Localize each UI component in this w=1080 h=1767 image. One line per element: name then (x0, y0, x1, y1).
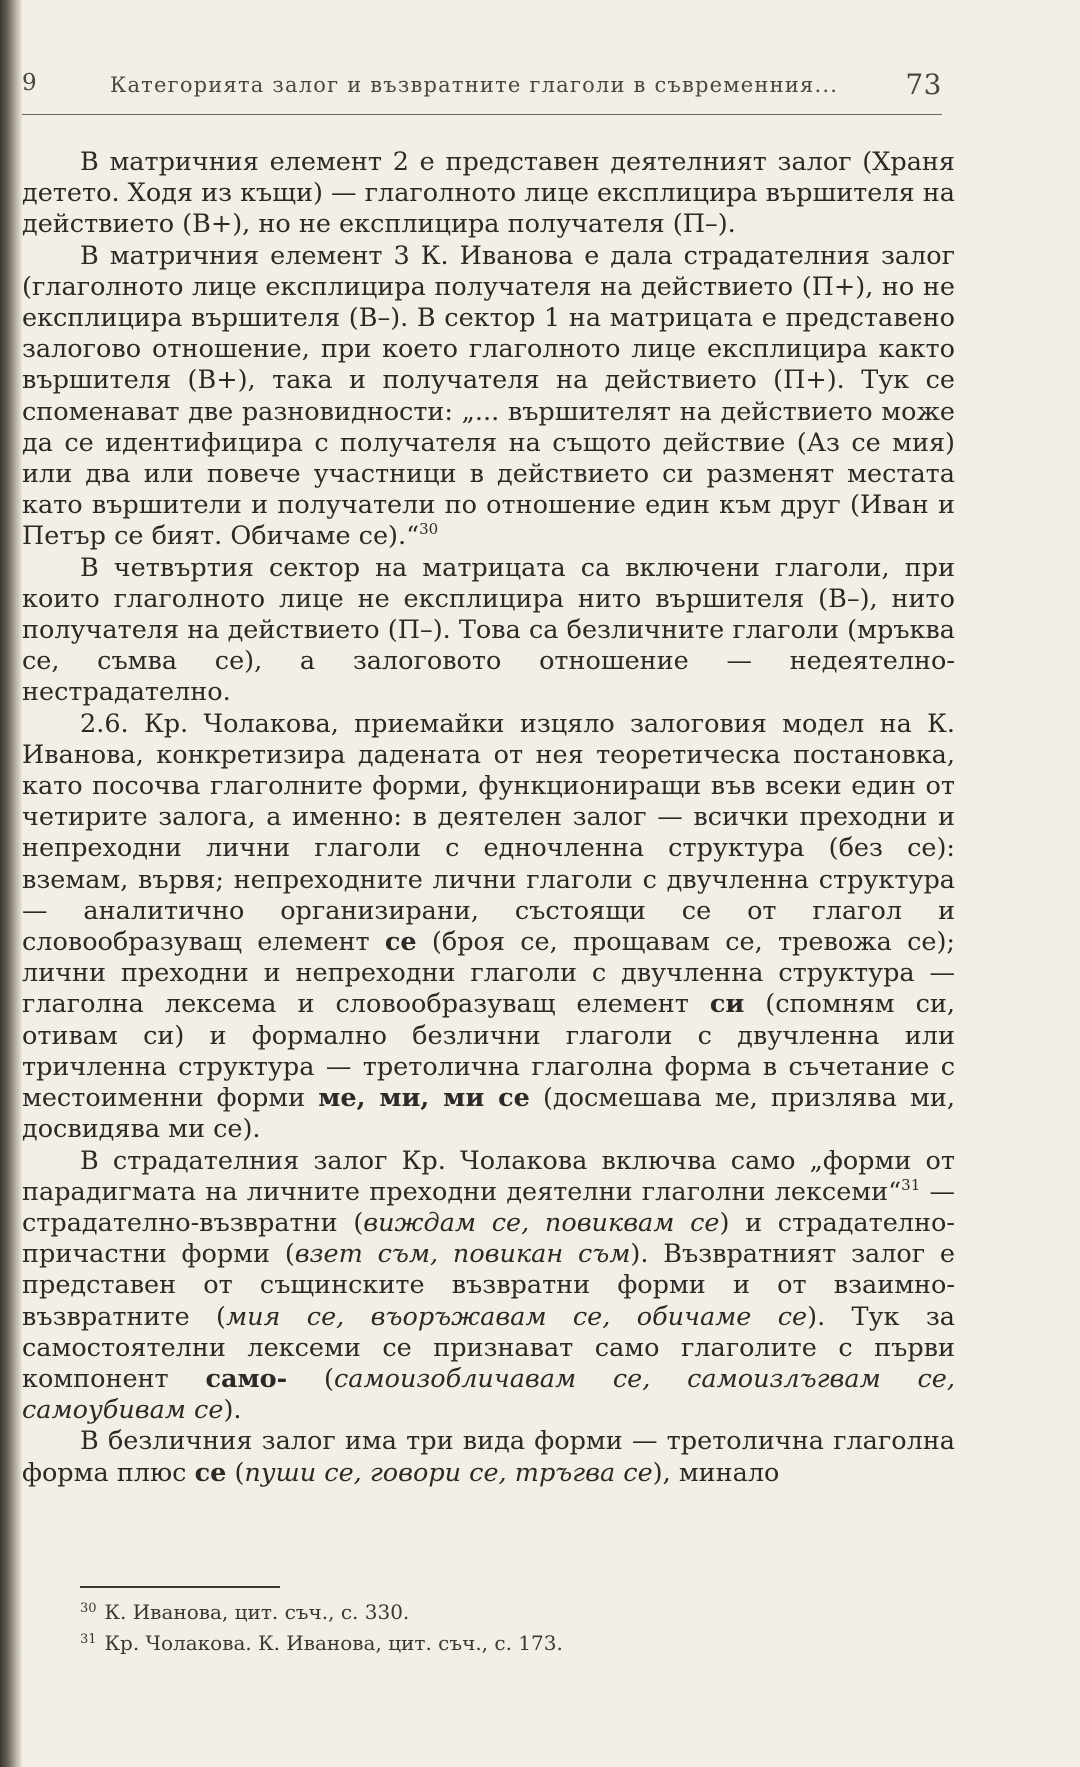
running-header (22, 70, 942, 110)
header-rule (22, 114, 942, 115)
paragraph-6: В безличния залог има три вида форми — третолична глаголна форма плюс се (пуши се, говори се, тръгва се), минало (22, 1426, 955, 1488)
footnote-ref-31: 31 (901, 1175, 921, 1194)
footnotes (80, 1595, 940, 1657)
paragraph-5: В страдателния залог Кр. Чолакова включва само „форми от парадигмата на личните преходни деятелни глаголни лексеми“$^{31}$ — страдателно-възвратни (виждам се, повиквам се) и страдателно-причастни форми (взет съм, повикан съм). Възвратният залог е представен от същинските възвратни форми и от взаимно-възвратните (мия се, въоръжавам се, обичаме се). Тук за самостоятелни лексеми се признават само глаголите с първи компонент само- (самоизобличавам се, самоизлъгвам се, самоубивам се). (22, 1145, 955, 1426)
paragraph-3: В четвъртия сектор на матрицата са включени глаголи, при които глаголното лице не експлицира нито вършителя (В–), нито получателя на действието (П–). Това са безличните глаголи (мръква се, съмва се), а залоговото отношение — недеятелно-нестрадателно. (22, 552, 955, 708)
footnote-rule (80, 1586, 280, 1588)
paragraph-4: 2.6. Кр. Чолакова, приемайки изцяло залоговия модел на К. Иванова, конкретизира дадената от нея теоретическа постановка, като посочва глаголните форми, функциониращи във всеки един от четирите залога, а именно: в деятелен залог — всички преходни и непреходни лични глаголи с едночленна структура (без се): вземам, вървя; непреходните лични глаголи с двучленна структура — аналитично организирани, състоящи се от глагол и словообразуващ елемент се (броя се, прощавам се, тревожа се); лични преходни и непреходни глаголи с двучленна структура — глаголна лексема и словообразуващ елемент си (спомням си, отивам си) и формално безлични глаголи с двучленна или тричленна структура — третолична глаголна форма в съчетание с местоименни форми ме, ми, ми се (досмешава ме, призлява ми, досвидява ми се). (22, 708, 956, 1145)
paragraph-2: В матричния елемент 3 К. Иванова е дала страдателния залог (глаголното лице експлицира получателя на действието (П+), но не експлицира вършителя (В–). В сектор 1 на матрицата е представено залогово отношение, при което глаголното лице експлицира както вършителя (В+), така и получателя на действието (П+). Тук се споменават две разновидности: „... вършителят на действието може да се идентифицира с получателя на същото действие (Аз се мия) или два или повече участници в действието си разменят местата като вършители и получатели по отношение един към друг (Иван и Петър се бият. Обичаме се).“$^{30}$ (22, 240, 955, 552)
book-spine-shadow (0, 0, 22, 1767)
running-title: Категорията залог и възвратните глаголи в съвременния... (110, 73, 839, 97)
footnote-31: $^{31}$ Кр. Чолакова. К. Иванова, цит. съч., с. 173. (80, 1631, 563, 1655)
chapter-number: 9 (22, 70, 38, 96)
book-page (22, 0, 1080, 1767)
paragraph-1: В матричния елемент 2 е представен деятелният залог (Храня детето. Ходя из къщи) — глаголното лице експлицира вършителя на действието (В+), но не експлицира получателя (П–). (22, 147, 955, 240)
page-number: 73 (905, 68, 942, 101)
footnote-ref-30: 30 (419, 520, 439, 539)
footnote-30: $^{30}$ К. Иванова, цит. съч., с. 330. (80, 1600, 410, 1624)
body-text (22, 147, 955, 1489)
